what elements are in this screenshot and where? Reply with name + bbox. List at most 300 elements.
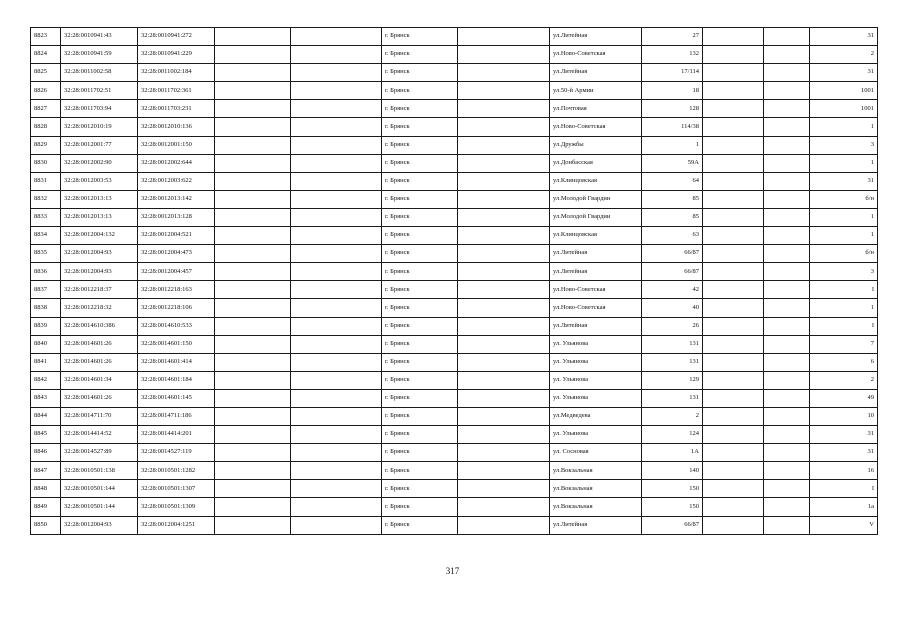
cell-city: г. Брянск [382, 407, 458, 425]
cell-col-4 [215, 82, 291, 100]
cell-house-number: 42 [642, 281, 703, 299]
cell-col-10 [703, 335, 764, 353]
cell-col-11 [764, 172, 810, 190]
cell-col-11 [764, 480, 810, 498]
cell-premise-number: 1001 [810, 82, 878, 100]
cell-col-5 [291, 498, 382, 516]
cell-col-7 [458, 498, 550, 516]
cell-col-10 [703, 498, 764, 516]
cell-house-number: 85 [642, 208, 703, 226]
cell-street: ул.50-й Армии [550, 82, 642, 100]
cell-row-number: 8846 [31, 444, 61, 462]
cell-house-number: 18 [642, 82, 703, 100]
cell-col-10 [703, 208, 764, 226]
cell-col-4 [215, 190, 291, 208]
cell-object-cadastral-number: 32:28:0010501:1307 [138, 480, 215, 498]
cell-col-5 [291, 190, 382, 208]
cell-col-4 [215, 353, 291, 371]
cell-col-7 [458, 208, 550, 226]
cell-premise-number: 10 [810, 407, 878, 425]
cell-col-11 [764, 498, 810, 516]
table-row [31, 100, 878, 118]
cell-city: г. Брянск [382, 426, 458, 444]
cell-street: ул.Вокзальная [550, 462, 642, 480]
cell-city: г. Брянск [382, 190, 458, 208]
property-register-table [30, 27, 878, 535]
cell-street: ул.Почтовая [550, 100, 642, 118]
cell-col-4 [215, 28, 291, 46]
cell-row-number: 8833 [31, 208, 61, 226]
cell-col-4 [215, 389, 291, 407]
cell-col-7 [458, 299, 550, 317]
cell-col-5 [291, 480, 382, 498]
cell-premise-number: 1 [810, 227, 878, 245]
cell-street: ул. Сосновая [550, 444, 642, 462]
cell-house-number: 2 [642, 407, 703, 425]
cell-land-cadastral-number: 32:28:0014527:89 [61, 444, 138, 462]
cell-col-11 [764, 407, 810, 425]
cell-premise-number: 1 [810, 299, 878, 317]
cell-row-number: 8848 [31, 480, 61, 498]
cell-city: г. Брянск [382, 64, 458, 82]
cell-house-number: 132 [642, 46, 703, 64]
cell-land-cadastral-number: 32:28:0012003:53 [61, 172, 138, 190]
cell-col-7 [458, 136, 550, 154]
cell-col-5 [291, 118, 382, 136]
cell-object-cadastral-number: 32:28:0010941:229 [138, 46, 215, 64]
cell-col-5 [291, 299, 382, 317]
cell-col-4 [215, 462, 291, 480]
cell-col-10 [703, 389, 764, 407]
cell-land-cadastral-number: 32:28:0014610:386 [61, 317, 138, 335]
cell-city: г. Брянск [382, 462, 458, 480]
cell-col-7 [458, 190, 550, 208]
cell-street: ул.Литейная [550, 317, 642, 335]
cell-premise-number: 16 [810, 462, 878, 480]
cell-street: ул.Ново-Советская [550, 46, 642, 64]
cell-premise-number: I [810, 317, 878, 335]
cell-col-11 [764, 281, 810, 299]
cell-house-number: 131 [642, 335, 703, 353]
cell-col-4 [215, 317, 291, 335]
cell-street: ул. Ульянова [550, 335, 642, 353]
cell-row-number: 8837 [31, 281, 61, 299]
cell-col-11 [764, 335, 810, 353]
cell-col-11 [764, 389, 810, 407]
cell-city: г. Брянск [382, 498, 458, 516]
cell-col-11 [764, 46, 810, 64]
cell-city: г. Брянск [382, 317, 458, 335]
cell-col-5 [291, 64, 382, 82]
cell-col-5 [291, 407, 382, 425]
table-row [31, 118, 878, 136]
cell-col-4 [215, 46, 291, 64]
table-row [31, 190, 878, 208]
cell-premise-number: 7 [810, 335, 878, 353]
cell-row-number: 8847 [31, 462, 61, 480]
cell-col-10 [703, 154, 764, 172]
cell-col-10 [703, 190, 764, 208]
cell-col-4 [215, 154, 291, 172]
cell-col-10 [703, 353, 764, 371]
cell-house-number: 66/87 [642, 263, 703, 281]
cell-object-cadastral-number: 32:28:0012013:128 [138, 208, 215, 226]
cell-col-4 [215, 407, 291, 425]
cell-land-cadastral-number: 32:28:0012218:37 [61, 281, 138, 299]
cell-street: ул.Вокзальная [550, 480, 642, 498]
cell-col-11 [764, 371, 810, 389]
cell-house-number: 26 [642, 317, 703, 335]
cell-premise-number: б/н [810, 245, 878, 263]
cell-house-number: 1А [642, 444, 703, 462]
cell-col-7 [458, 516, 550, 534]
cell-house-number: 114/38 [642, 118, 703, 136]
cell-city: г. Брянск [382, 299, 458, 317]
cell-col-4 [215, 498, 291, 516]
cell-col-11 [764, 516, 810, 534]
cell-land-cadastral-number: 32:28:0010501:144 [61, 480, 138, 498]
table-row [31, 480, 878, 498]
cell-street: ул. Ульянова [550, 371, 642, 389]
cell-row-number: 8827 [31, 100, 61, 118]
cell-col-11 [764, 64, 810, 82]
cell-object-cadastral-number: 32:28:0012010:136 [138, 118, 215, 136]
cell-col-10 [703, 317, 764, 335]
cell-premise-number: 49 [810, 389, 878, 407]
cell-house-number: 150 [642, 480, 703, 498]
cell-street: ул.Литейная [550, 516, 642, 534]
cell-col-5 [291, 516, 382, 534]
cell-col-4 [215, 227, 291, 245]
cell-col-7 [458, 353, 550, 371]
cell-row-number: 8844 [31, 407, 61, 425]
cell-house-number: 17/114 [642, 64, 703, 82]
cell-object-cadastral-number: 32:28:0014711:186 [138, 407, 215, 425]
cell-col-7 [458, 118, 550, 136]
cell-house-number: 66/87 [642, 516, 703, 534]
cell-house-number: 124 [642, 426, 703, 444]
cell-city: г. Брянск [382, 208, 458, 226]
cell-col-4 [215, 263, 291, 281]
cell-row-number: 8830 [31, 154, 61, 172]
cell-col-10 [703, 371, 764, 389]
cell-col-7 [458, 317, 550, 335]
table-body [31, 28, 878, 535]
cell-object-cadastral-number: 32:28:0011002:184 [138, 64, 215, 82]
cell-row-number: 8839 [31, 317, 61, 335]
cell-premise-number: 1 [810, 154, 878, 172]
cell-land-cadastral-number: 32:28:0012002:90 [61, 154, 138, 172]
cell-col-5 [291, 136, 382, 154]
cell-street: ул.Молодой Гвардии [550, 190, 642, 208]
cell-col-4 [215, 480, 291, 498]
cell-premise-number: 31 [810, 172, 878, 190]
cell-city: г. Брянск [382, 335, 458, 353]
cell-premise-number: 3 [810, 136, 878, 154]
cell-object-cadastral-number: 32:28:0010941:272 [138, 28, 215, 46]
cell-col-4 [215, 136, 291, 154]
cell-street: ул.Клинцовская [550, 227, 642, 245]
cell-row-number: 8825 [31, 64, 61, 82]
table-row [31, 426, 878, 444]
table-row [31, 516, 878, 534]
cell-col-5 [291, 245, 382, 263]
cell-col-7 [458, 407, 550, 425]
cell-house-number: 27 [642, 28, 703, 46]
cell-col-5 [291, 317, 382, 335]
cell-col-7 [458, 227, 550, 245]
cell-col-4 [215, 516, 291, 534]
cell-street: ул.Донбасская [550, 154, 642, 172]
cell-city: г. Брянск [382, 281, 458, 299]
cell-col-11 [764, 426, 810, 444]
cell-col-7 [458, 426, 550, 444]
cell-object-cadastral-number: 32:28:0014610:533 [138, 317, 215, 335]
cell-house-number: 128 [642, 100, 703, 118]
cell-col-7 [458, 100, 550, 118]
cell-row-number: 8838 [31, 299, 61, 317]
cell-col-10 [703, 82, 764, 100]
cell-city: г. Брянск [382, 46, 458, 64]
cell-row-number: 8843 [31, 389, 61, 407]
cell-col-10 [703, 227, 764, 245]
cell-col-10 [703, 444, 764, 462]
table-row [31, 498, 878, 516]
cell-row-number: 8826 [31, 82, 61, 100]
cell-city: г. Брянск [382, 227, 458, 245]
cell-premise-number: I [810, 281, 878, 299]
cell-street: ул.Ново-Советская [550, 281, 642, 299]
cell-object-cadastral-number: 32:28:0012004:473 [138, 245, 215, 263]
cell-house-number: 129 [642, 371, 703, 389]
cell-premise-number: 31 [810, 444, 878, 462]
cell-col-10 [703, 462, 764, 480]
cell-street: ул. Ульянова [550, 426, 642, 444]
cell-city: г. Брянск [382, 100, 458, 118]
cell-land-cadastral-number: 32:28:0012013:13 [61, 190, 138, 208]
cell-col-5 [291, 46, 382, 64]
table-row [31, 172, 878, 190]
cell-col-5 [291, 263, 382, 281]
cell-col-7 [458, 335, 550, 353]
cell-house-number: 1 [642, 136, 703, 154]
cell-premise-number: 6 [810, 353, 878, 371]
cell-col-7 [458, 172, 550, 190]
cell-col-11 [764, 299, 810, 317]
cell-land-cadastral-number: 32:28:0010501:138 [61, 462, 138, 480]
cell-street: ул. Ульянова [550, 353, 642, 371]
cell-city: г. Брянск [382, 263, 458, 281]
cell-street: ул.Литейная [550, 263, 642, 281]
cell-col-10 [703, 263, 764, 281]
cell-col-5 [291, 353, 382, 371]
cell-city: г. Брянск [382, 245, 458, 263]
cell-house-number: 150 [642, 498, 703, 516]
cell-col-4 [215, 100, 291, 118]
cell-city: г. Брянск [382, 516, 458, 534]
cell-col-11 [764, 190, 810, 208]
cell-city: г. Брянск [382, 172, 458, 190]
cell-col-4 [215, 299, 291, 317]
cell-col-4 [215, 281, 291, 299]
cell-premise-number: 3 [810, 263, 878, 281]
cell-col-4 [215, 208, 291, 226]
cell-col-7 [458, 480, 550, 498]
cell-col-11 [764, 317, 810, 335]
cell-land-cadastral-number: 32:28:0014414:52 [61, 426, 138, 444]
cell-row-number: 8840 [31, 335, 61, 353]
cell-col-4 [215, 426, 291, 444]
cell-house-number: 66/87 [642, 245, 703, 263]
table-row [31, 64, 878, 82]
cell-object-cadastral-number: 32:28:0014601:150 [138, 335, 215, 353]
cell-land-cadastral-number: 32:28:0012013:13 [61, 208, 138, 226]
cell-city: г. Брянск [382, 480, 458, 498]
cell-row-number: 8845 [31, 426, 61, 444]
cell-land-cadastral-number: 32:28:0011002:58 [61, 64, 138, 82]
cell-street: ул.Литейная [550, 28, 642, 46]
cell-col-7 [458, 28, 550, 46]
table-row [31, 136, 878, 154]
cell-col-5 [291, 208, 382, 226]
cell-land-cadastral-number: 32:28:0014601:26 [61, 335, 138, 353]
cell-city: г. Брянск [382, 82, 458, 100]
cell-land-cadastral-number: 32:28:0011702:51 [61, 82, 138, 100]
cell-land-cadastral-number: 32:28:0014711:70 [61, 407, 138, 425]
cell-col-10 [703, 245, 764, 263]
cell-row-number: 8823 [31, 28, 61, 46]
cell-land-cadastral-number: 32:28:0012004:132 [61, 227, 138, 245]
cell-land-cadastral-number: 32:28:0014601:34 [61, 371, 138, 389]
table-row [31, 281, 878, 299]
cell-house-number: 40 [642, 299, 703, 317]
cell-house-number: 64 [642, 172, 703, 190]
cell-object-cadastral-number: 32:28:0010501:1282 [138, 462, 215, 480]
cell-col-11 [764, 208, 810, 226]
table-row [31, 317, 878, 335]
cell-object-cadastral-number: 32:28:0012218:106 [138, 299, 215, 317]
cell-col-11 [764, 118, 810, 136]
cell-premise-number: 1 [810, 208, 878, 226]
cell-col-5 [291, 172, 382, 190]
cell-col-5 [291, 426, 382, 444]
cell-street: ул.Дружбы [550, 136, 642, 154]
table-row [31, 154, 878, 172]
cell-street: ул. Ульянова [550, 389, 642, 407]
table-row [31, 389, 878, 407]
cell-col-7 [458, 245, 550, 263]
cell-row-number: 8841 [31, 353, 61, 371]
cell-house-number: 140 [642, 462, 703, 480]
cell-col-7 [458, 263, 550, 281]
cell-object-cadastral-number: 32:28:0010501:1309 [138, 498, 215, 516]
cell-col-4 [215, 371, 291, 389]
page-number: 317 [445, 566, 460, 576]
cell-land-cadastral-number: 32:28:0012218:32 [61, 299, 138, 317]
cell-street: ул.Медведева [550, 407, 642, 425]
cell-house-number: 131 [642, 353, 703, 371]
cell-col-7 [458, 371, 550, 389]
cell-object-cadastral-number: 32:28:0012004:1251 [138, 516, 215, 534]
cell-city: г. Брянск [382, 371, 458, 389]
cell-city: г. Брянск [382, 444, 458, 462]
cell-land-cadastral-number: 32:28:0010941:43 [61, 28, 138, 46]
cell-premise-number: 31 [810, 28, 878, 46]
cell-col-5 [291, 281, 382, 299]
cell-row-number: 8829 [31, 136, 61, 154]
table-row [31, 371, 878, 389]
cell-street: ул.Вокзальная [550, 498, 642, 516]
cell-premise-number: 1а [810, 498, 878, 516]
table-row [31, 263, 878, 281]
cell-object-cadastral-number: 32:28:0012013:142 [138, 190, 215, 208]
cell-object-cadastral-number: 32:28:0012002:644 [138, 154, 215, 172]
cell-land-cadastral-number: 32:28:0012004:93 [61, 245, 138, 263]
cell-col-7 [458, 389, 550, 407]
cell-row-number: 8828 [31, 118, 61, 136]
cell-city: г. Брянск [382, 353, 458, 371]
table-row [31, 299, 878, 317]
cell-col-7 [458, 444, 550, 462]
cell-col-5 [291, 462, 382, 480]
cell-object-cadastral-number: 32:28:0012001:150 [138, 136, 215, 154]
cell-land-cadastral-number: 32:28:0012004:93 [61, 516, 138, 534]
cell-col-10 [703, 407, 764, 425]
cell-row-number: 8835 [31, 245, 61, 263]
cell-col-5 [291, 100, 382, 118]
cell-col-10 [703, 172, 764, 190]
cell-premise-number: 31 [810, 426, 878, 444]
cell-object-cadastral-number: 32:28:0014527:119 [138, 444, 215, 462]
cell-object-cadastral-number: 32:28:0014414:201 [138, 426, 215, 444]
cell-col-11 [764, 28, 810, 46]
cell-street: ул.Литейная [550, 64, 642, 82]
cell-land-cadastral-number: 32:28:0012001:77 [61, 136, 138, 154]
cell-col-5 [291, 28, 382, 46]
cell-col-11 [764, 136, 810, 154]
cell-premise-number: I [810, 480, 878, 498]
cell-object-cadastral-number: 32:28:0012003:622 [138, 172, 215, 190]
cell-premise-number: 2 [810, 371, 878, 389]
cell-col-11 [764, 462, 810, 480]
cell-city: г. Брянск [382, 154, 458, 172]
cell-col-11 [764, 444, 810, 462]
cell-street: ул.Молодой Гвардии [550, 208, 642, 226]
cell-col-10 [703, 281, 764, 299]
cell-land-cadastral-number: 32:28:0012010:19 [61, 118, 138, 136]
cell-col-4 [215, 444, 291, 462]
cell-city: г. Брянск [382, 28, 458, 46]
cell-land-cadastral-number: 32:28:0011703:94 [61, 100, 138, 118]
cell-col-5 [291, 82, 382, 100]
cell-city: г. Брянск [382, 136, 458, 154]
cell-col-7 [458, 462, 550, 480]
cell-col-10 [703, 516, 764, 534]
table-row [31, 227, 878, 245]
cell-street: ул.Литейная [550, 245, 642, 263]
cell-col-11 [764, 227, 810, 245]
cell-col-7 [458, 281, 550, 299]
cell-col-10 [703, 136, 764, 154]
table-row [31, 353, 878, 371]
cell-land-cadastral-number: 32:28:0014601:26 [61, 353, 138, 371]
table-row [31, 245, 878, 263]
cell-premise-number: б/н [810, 190, 878, 208]
cell-object-cadastral-number: 32:28:0014601:184 [138, 371, 215, 389]
cell-row-number: 8849 [31, 498, 61, 516]
cell-object-cadastral-number: 32:28:0014601:414 [138, 353, 215, 371]
cell-land-cadastral-number: 32:28:0014601:26 [61, 389, 138, 407]
